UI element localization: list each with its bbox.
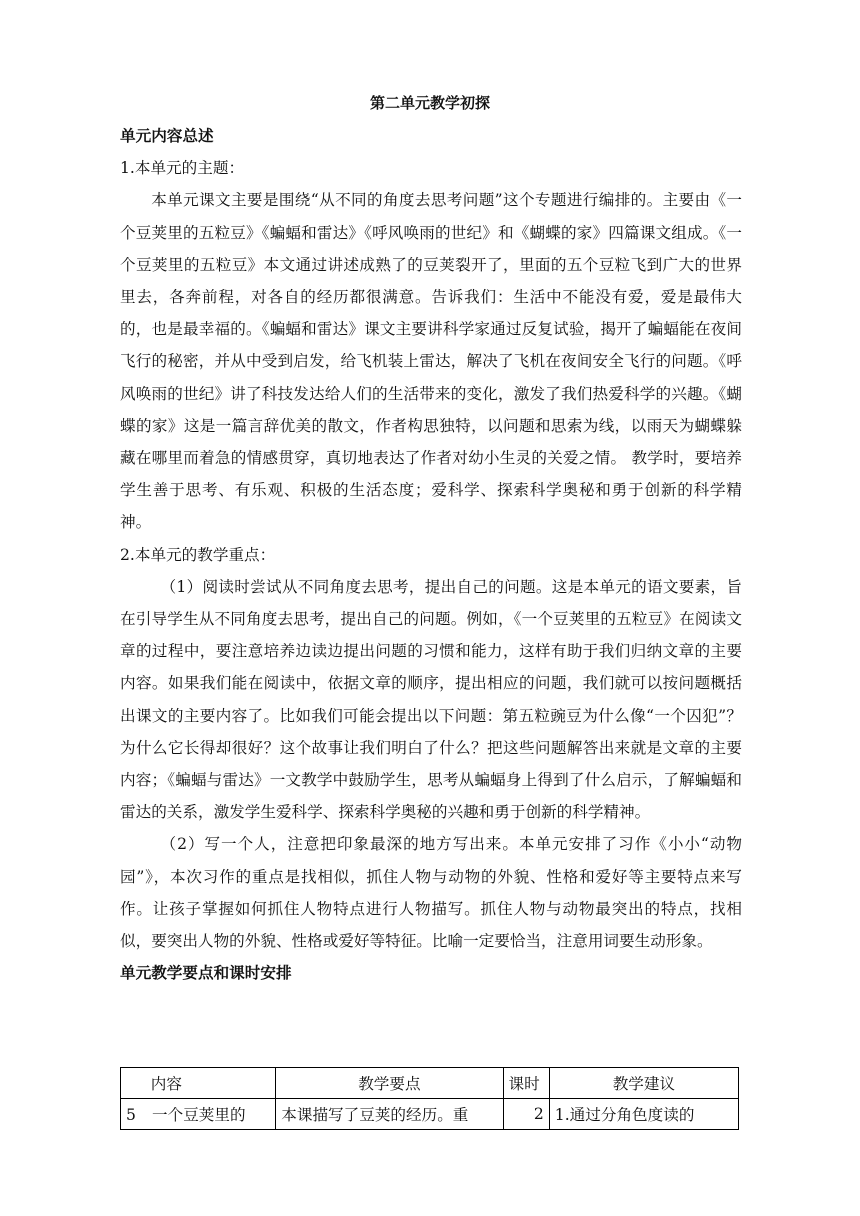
paragraph-theme: 本单元课文主要是围绕“从不同的角度去思考问题”这个专题进行编排的。主要由《一个豆荚里的五粒豆》《蝙蝠和雷达》《呼风唤雨的世纪》和《蝴蝶的家》四篇课文组成。《一个豆荚里的五粒豆》本文通过讲述成熟了的豆荚裂开了，里面的五个豆粒飞到广大的世界里去，各奔前程，对各自的经历都很满意。告诉我们：生活中不能没有爱，爱是最伟大的，也是最幸福的。《蝙蝠和雷达》课文主要讲科学家通过反复试验，揭开了蝙蝠能在夜间飞行的秘密，并从中受到启发，给飞机装上雷达，解决了飞机在夜间安全飞行的问题。《呼风唤雨的世纪》讲了科技发达给人们的生活带来的变化，激发了我们热爱科学的兴趣。《蝴蝶的家》这是一篇言辞优美的散文，作者构思独特，以问题和思索为线，以雨天为蝴蝶躲藏在哪里而着急的情感贯穿，真切地表达了作者对幼小生灵的关爱之情。 教学时，要培养学生善于思考、有乐观、积极的生活态度；爱科学、探索科学奥秘和勇于创新的科学精神。 (120, 191, 742, 532)
header-content (121, 1068, 276, 1099)
page-title: 第二单元教学初探 (369, 94, 490, 112)
paragraph-focus-point-1: （1）阅读时尝试从不同角度去思考，提出自己的问题。这是本单元的语文要素，旨在引导学生从不同角度去思考，提出自己的问题。例如，《一个豆荚里的五粒豆》在阅读文章的过程中，要注意培养边读边提出问题的习惯和能力，这样有助于我们归纳文章的主要内容。如果我们能在阅读中，依据文章的顺序，提出相应的问题，我们就可以按问题概括出课文的主要内容了。比如我们可能会提出以下问题：第五粒豌豆为什么像“一个囚犯”？为什么它长得却很好？这个故事让我们明白了什么？把这些问题解答出来就是文章的主要内容；《蝙蝠与雷达》一文教学中鼓励学生，思考从蝙蝠身上得到了什么启示，了解蝙蝠和雷达的关系，激发学生爱科学、探索科学奥秘的兴趣和勇于创新的科学精神。 (120, 577, 742, 822)
document-body (120, 120, 742, 989)
cell-lesson (121, 1099, 276, 1130)
table-row (121, 1099, 739, 1130)
header-advice: 教学建议 (549, 1068, 738, 1099)
subheading-theme: 1.本单元的主题： (120, 159, 245, 178)
schedule-table (120, 1067, 739, 1130)
cell-points: 本课描写了豆荚的经历。重 (276, 1099, 503, 1130)
cell-hours: 2 (503, 1099, 549, 1130)
table-header-row (121, 1068, 739, 1099)
subheading-focus: 2.本单元的教学重点： (120, 545, 276, 564)
section-heading-overview: 单元内容总述 (120, 127, 214, 145)
paragraph-focus-point-2: （2）写一个人，注意把印象最深的地方写出来。本单元安排了习作《小小“动物园”》，本次习作的重点是找相似，抓住人物与动物的外貌、性格和爱好等主要特点来写作。让孩子掌握如何抓住人物特点进行人物描写。抓住人物与动物最突出的特点，找相似，要突出人物的外貌、性格或爱好等特征。比喻一定要恰当，注意用词要生动形象。 (120, 835, 742, 951)
lesson-title: 一个豆荚里的 (152, 1106, 246, 1124)
header-points: 教学要点 (276, 1068, 503, 1099)
header-hours: 课时 (503, 1068, 549, 1099)
cell-advice: 1.通过分角色度读的 (549, 1099, 738, 1130)
header-content-label: 内容 (150, 1075, 182, 1093)
section-heading-schedule: 单元教学要点和课时安排 (120, 964, 292, 983)
lesson-number: 5 (126, 1106, 136, 1124)
